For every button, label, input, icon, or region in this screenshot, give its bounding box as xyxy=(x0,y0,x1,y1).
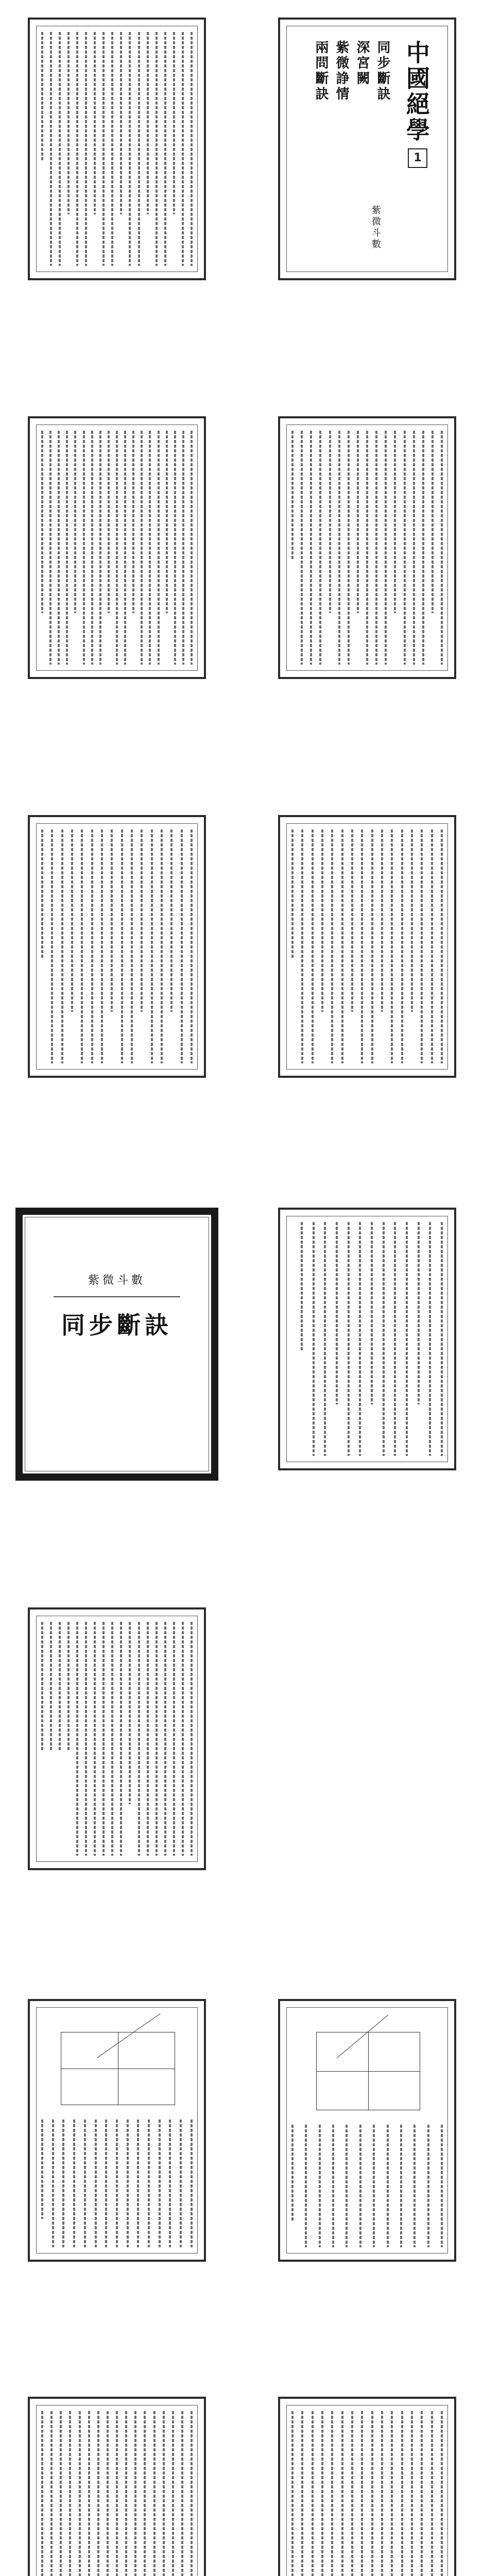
body-columns xyxy=(291,2411,443,2576)
toc-columns xyxy=(41,431,193,665)
page-frame xyxy=(25,1217,209,1471)
series-title: 中國絕學 xyxy=(403,40,430,143)
contents-item-1: 同步斷訣 xyxy=(375,40,390,102)
toc-columns xyxy=(41,32,193,266)
page-toc-6 xyxy=(278,1208,456,1470)
page-toc-1 xyxy=(28,18,206,280)
page-body-2 xyxy=(28,2397,206,2576)
body-columns xyxy=(291,2125,443,2247)
page-title-cover xyxy=(15,1208,218,1481)
cover-divider xyxy=(54,1296,180,1297)
page-body-3 xyxy=(278,2397,456,2576)
cover-series-label: 紫微斗數 xyxy=(88,1274,146,1287)
contents-item-4: 兩問斷訣 xyxy=(313,40,329,102)
cover-title: 同步斷訣 xyxy=(61,1311,173,1339)
toc-columns xyxy=(291,431,443,665)
body-columns xyxy=(41,2411,193,2576)
contents-item-3: 紫微諍情 xyxy=(334,40,349,102)
body-columns xyxy=(41,1622,193,1856)
body-columns xyxy=(41,2120,193,2247)
page-diagram-1 xyxy=(28,1999,206,2262)
chart-diagram xyxy=(316,2032,420,2110)
toc-columns xyxy=(291,829,443,1063)
page-body-1 xyxy=(28,1607,206,1870)
page-diagram-2 xyxy=(278,1999,456,2262)
page-toc-2 xyxy=(28,416,206,679)
page-toc-5 xyxy=(278,815,456,1078)
spine-subtitle: 紫微斗數 xyxy=(370,205,381,250)
page-toc-3 xyxy=(278,416,456,679)
volume-number-badge: 1 xyxy=(408,148,427,168)
toc-columns xyxy=(301,1222,443,1456)
toc-columns xyxy=(41,829,193,1063)
contents-item-2: 深宮闕 xyxy=(354,40,370,87)
page-spine-cover xyxy=(278,18,456,280)
page-toc-4 xyxy=(28,815,206,1078)
